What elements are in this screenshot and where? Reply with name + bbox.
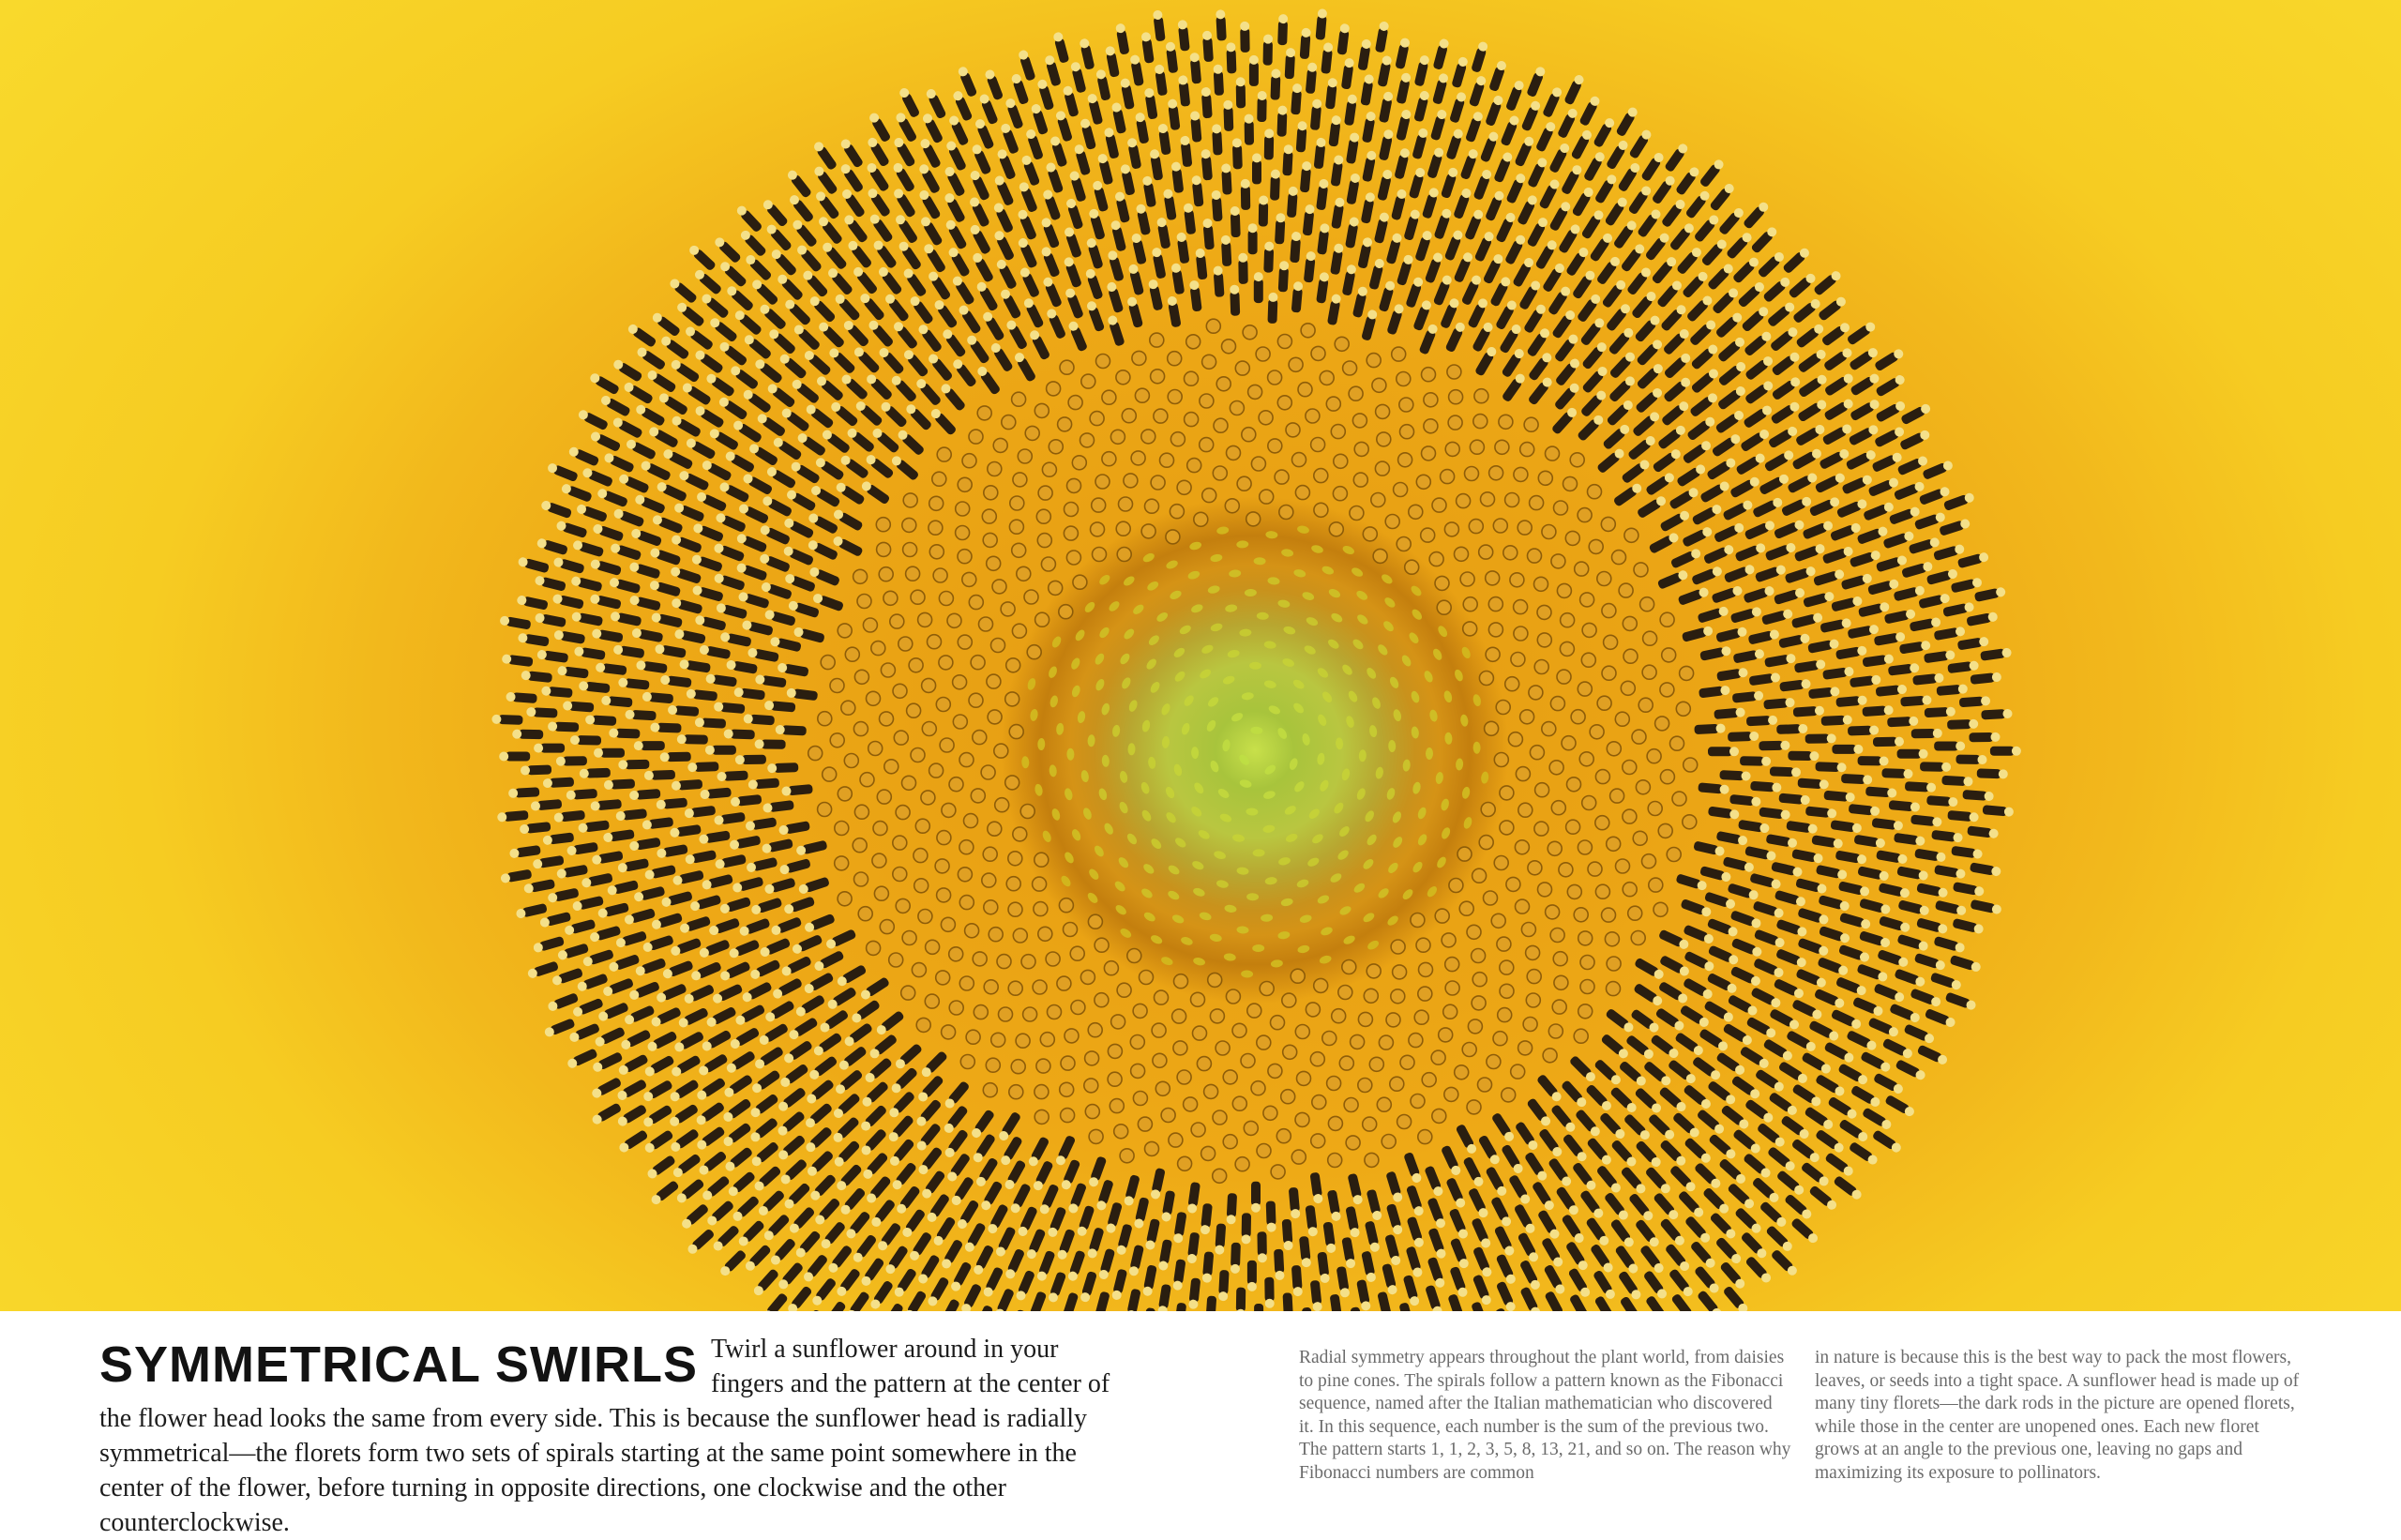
intro-text: Twirl a sunflower around in your fingers and the pattern at the center of the flower head looks the same from every side. This is because the sunflower head is radially symmetrical—the florets form two sets of spirals starting at the same point somewhere in the center of the flower, before turning in opposite directions, one clockwise and the other counterclockwise. — [99, 1335, 1110, 1537]
article-title: SYMMETRICAL SWIRLS — [99, 1334, 698, 1396]
intro-block — [99, 1332, 1112, 1540]
body-column-1: Radial symmetry appears throughout the plant world, from daisies to pine cones. The spirals follow a pattern known as the Fibonacci sequence, named after the Italian mathematician who discovered it. In this sequence, each number is the sum of the previous two. The pattern starts 1, 1, 2, 3, 5, 8, 13, 21, and so on. The reason why Fibonacci numbers are common — [1299, 1347, 1791, 1486]
body-column-2: in nature is because this is the best way to pack the most flowers, leaves, or seeds into a tight space. A sunflower head is made up of many tiny florets—the dark rods in the picture are opened florets, while those in the center are unopened ones. Each new floret grows at an angle to the previous one, leaving no gaps and maximizing its exposure to pollinators. — [1815, 1347, 2307, 1486]
